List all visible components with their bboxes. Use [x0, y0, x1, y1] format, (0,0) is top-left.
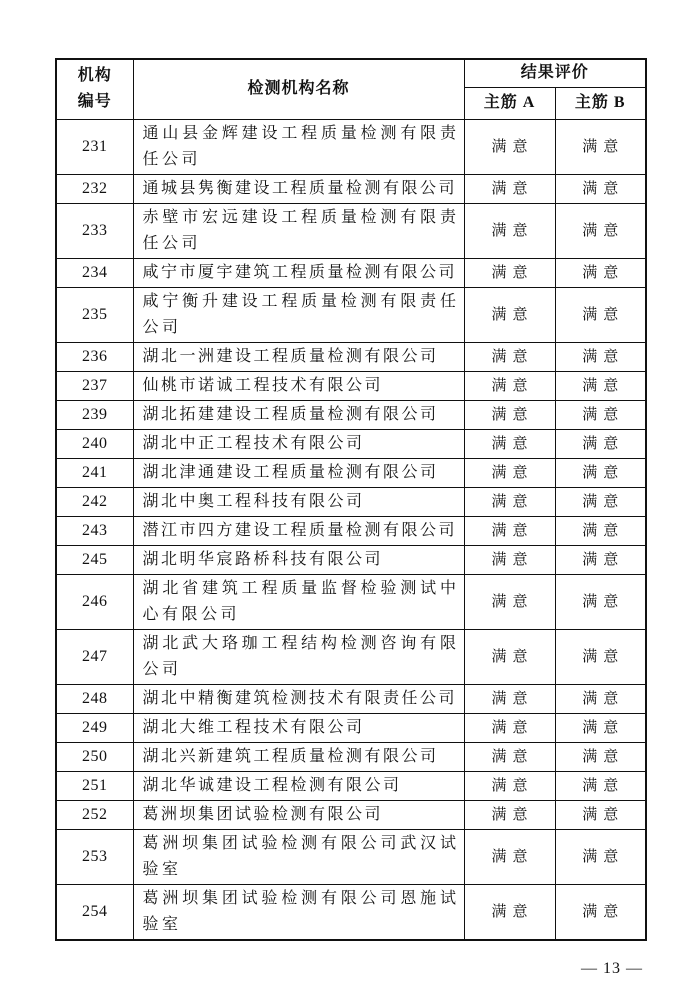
header-org-number-line1: 机构: [77, 67, 112, 85]
institution-name-cell: 咸宁衡升建设工程质量检测有限责任公司: [133, 287, 464, 342]
institution-name-cell: 潜江市四方建设工程质量检测有限公司: [133, 516, 464, 545]
org-number-cell: 251: [56, 771, 133, 800]
rebar-b-result-cell: 满意: [555, 684, 646, 713]
table-row: [56, 487, 646, 516]
rebar-b-result-cell: 满意: [555, 800, 646, 829]
header-rebar-b: 主筋 B: [555, 87, 646, 119]
rebar-a-result-cell: 满意: [464, 516, 555, 545]
rebar-b-result-cell: 满意: [555, 742, 646, 771]
table-row: [56, 287, 646, 342]
institution-name-cell: 湖北大维工程技术有限公司: [133, 713, 464, 742]
rebar-a-result-cell: 满意: [464, 371, 555, 400]
org-number-cell: 247: [56, 629, 133, 684]
institution-name-cell: 葛洲坝集团试验检测有限公司武汉试验室: [133, 829, 464, 884]
table-row: [56, 684, 646, 713]
institution-name-cell: 湖北一洲建设工程质量检测有限公司: [133, 342, 464, 371]
institution-name-cell: 通山县金辉建设工程质量检测有限责任公司: [133, 119, 464, 174]
org-number-cell: 246: [56, 574, 133, 629]
institution-name-cell: 咸宁市厦宇建筑工程质量检测有限公司: [133, 258, 464, 287]
table-row: [56, 458, 646, 487]
rebar-b-result-cell: 满意: [555, 829, 646, 884]
table-row: [56, 258, 646, 287]
institution-name-cell: 湖北中精衡建筑检测技术有限责任公司: [133, 684, 464, 713]
org-number-cell: 242: [56, 487, 133, 516]
org-number-cell: 232: [56, 174, 133, 203]
rebar-b-result-cell: 满意: [555, 342, 646, 371]
rebar-a-result-cell: 满意: [464, 429, 555, 458]
table-row: [56, 342, 646, 371]
org-number-cell: 245: [56, 545, 133, 574]
table-row: [56, 629, 646, 684]
rebar-b-result-cell: 满意: [555, 429, 646, 458]
org-number-cell: 239: [56, 400, 133, 429]
header-result-evaluation: 结果评价: [464, 59, 646, 87]
institution-name-cell: 湖北明华宸路桥科技有限公司: [133, 545, 464, 574]
rebar-a-result-cell: 满意: [464, 713, 555, 742]
table-row: [56, 203, 646, 258]
table-row: [56, 884, 646, 940]
table-body: [56, 119, 646, 940]
rebar-a-result-cell: 满意: [464, 742, 555, 771]
org-number-cell: 235: [56, 287, 133, 342]
rebar-a-result-cell: 满意: [464, 287, 555, 342]
rebar-b-result-cell: 满意: [555, 574, 646, 629]
rebar-b-result-cell: 满意: [555, 174, 646, 203]
org-number-cell: 231: [56, 119, 133, 174]
rebar-b-result-cell: 满意: [555, 487, 646, 516]
rebar-a-result-cell: 满意: [464, 884, 555, 940]
table-row: [56, 174, 646, 203]
rebar-a-result-cell: 满意: [464, 174, 555, 203]
table-row: [56, 829, 646, 884]
rebar-b-result-cell: 满意: [555, 629, 646, 684]
table-header: [56, 59, 646, 119]
rebar-b-result-cell: 满意: [555, 713, 646, 742]
institution-name-cell: 湖北武大珞珈工程结构检测咨询有限公司: [133, 629, 464, 684]
org-number-cell: 252: [56, 800, 133, 829]
header-rebar-a: 主筋 A: [464, 87, 555, 119]
rebar-a-result-cell: 满意: [464, 629, 555, 684]
rebar-a-result-cell: 满意: [464, 342, 555, 371]
rebar-b-result-cell: 满意: [555, 287, 646, 342]
rebar-b-result-cell: 满意: [555, 771, 646, 800]
header-institution-name: 检测机构名称: [133, 59, 464, 119]
org-number-cell: 253: [56, 829, 133, 884]
institution-name-cell: 湖北津通建设工程质量检测有限公司: [133, 458, 464, 487]
org-number-cell: 233: [56, 203, 133, 258]
table-row: [56, 429, 646, 458]
rebar-a-result-cell: 满意: [464, 574, 555, 629]
institution-name-cell: 葛洲坝集团试验检测有限公司恩施试验室: [133, 884, 464, 940]
inspection-results-table: [55, 58, 647, 941]
institution-name-cell: 赤壁市宏远建设工程质量检测有限责任公司: [133, 203, 464, 258]
rebar-a-result-cell: 满意: [464, 684, 555, 713]
rebar-a-result-cell: 满意: [464, 771, 555, 800]
rebar-b-result-cell: 满意: [555, 884, 646, 940]
table-row: [56, 119, 646, 174]
org-number-cell: 250: [56, 742, 133, 771]
rebar-a-result-cell: 满意: [464, 400, 555, 429]
institution-name-cell: 葛洲坝集团试验检测有限公司: [133, 800, 464, 829]
rebar-a-result-cell: 满意: [464, 829, 555, 884]
table-row: [56, 800, 646, 829]
institution-name-cell: 湖北兴新建筑工程质量检测有限公司: [133, 742, 464, 771]
table-row: [56, 400, 646, 429]
rebar-a-result-cell: 满意: [464, 800, 555, 829]
table-row: [56, 545, 646, 574]
rebar-a-result-cell: 满意: [464, 119, 555, 174]
rebar-b-result-cell: 满意: [555, 258, 646, 287]
org-number-cell: 254: [56, 884, 133, 940]
institution-name-cell: 湖北华诚建设工程检测有限公司: [133, 771, 464, 800]
table-row: [56, 713, 646, 742]
table-row: [56, 742, 646, 771]
table-row: [56, 574, 646, 629]
institution-name-cell: 湖北中正工程技术有限公司: [133, 429, 464, 458]
rebar-a-result-cell: 满意: [464, 258, 555, 287]
rebar-a-result-cell: 满意: [464, 203, 555, 258]
institution-name-cell: 湖北省建筑工程质量监督检验测试中心有限公司: [133, 574, 464, 629]
org-number-cell: 249: [56, 713, 133, 742]
institution-name-cell: 通城县隽衡建设工程质量检测有限公司: [133, 174, 464, 203]
rebar-b-result-cell: 满意: [555, 545, 646, 574]
org-number-cell: 234: [56, 258, 133, 287]
institution-name-cell: 湖北中奥工程科技有限公司: [133, 487, 464, 516]
table-row: [56, 516, 646, 545]
rebar-b-result-cell: 满意: [555, 516, 646, 545]
header-org-number: [56, 59, 133, 119]
rebar-b-result-cell: 满意: [555, 119, 646, 174]
rebar-a-result-cell: 满意: [464, 545, 555, 574]
rebar-b-result-cell: 满意: [555, 400, 646, 429]
org-number-cell: 248: [56, 684, 133, 713]
institution-name-cell: 仙桃市诺诚工程技术有限公司: [133, 371, 464, 400]
table-row: [56, 371, 646, 400]
institution-name-cell: 湖北拓建建设工程质量检测有限公司: [133, 400, 464, 429]
org-number-cell: 243: [56, 516, 133, 545]
rebar-a-result-cell: 满意: [464, 487, 555, 516]
org-number-cell: 241: [56, 458, 133, 487]
rebar-b-result-cell: 满意: [555, 203, 646, 258]
org-number-cell: 240: [56, 429, 133, 458]
header-org-number-line2: 编号: [77, 93, 112, 111]
org-number-cell: 237: [56, 371, 133, 400]
table-row: [56, 771, 646, 800]
rebar-a-result-cell: 满意: [464, 458, 555, 487]
org-number-cell: 236: [56, 342, 133, 371]
page-number: — 13 —: [581, 960, 643, 977]
rebar-b-result-cell: 满意: [555, 458, 646, 487]
rebar-b-result-cell: 满意: [555, 371, 646, 400]
